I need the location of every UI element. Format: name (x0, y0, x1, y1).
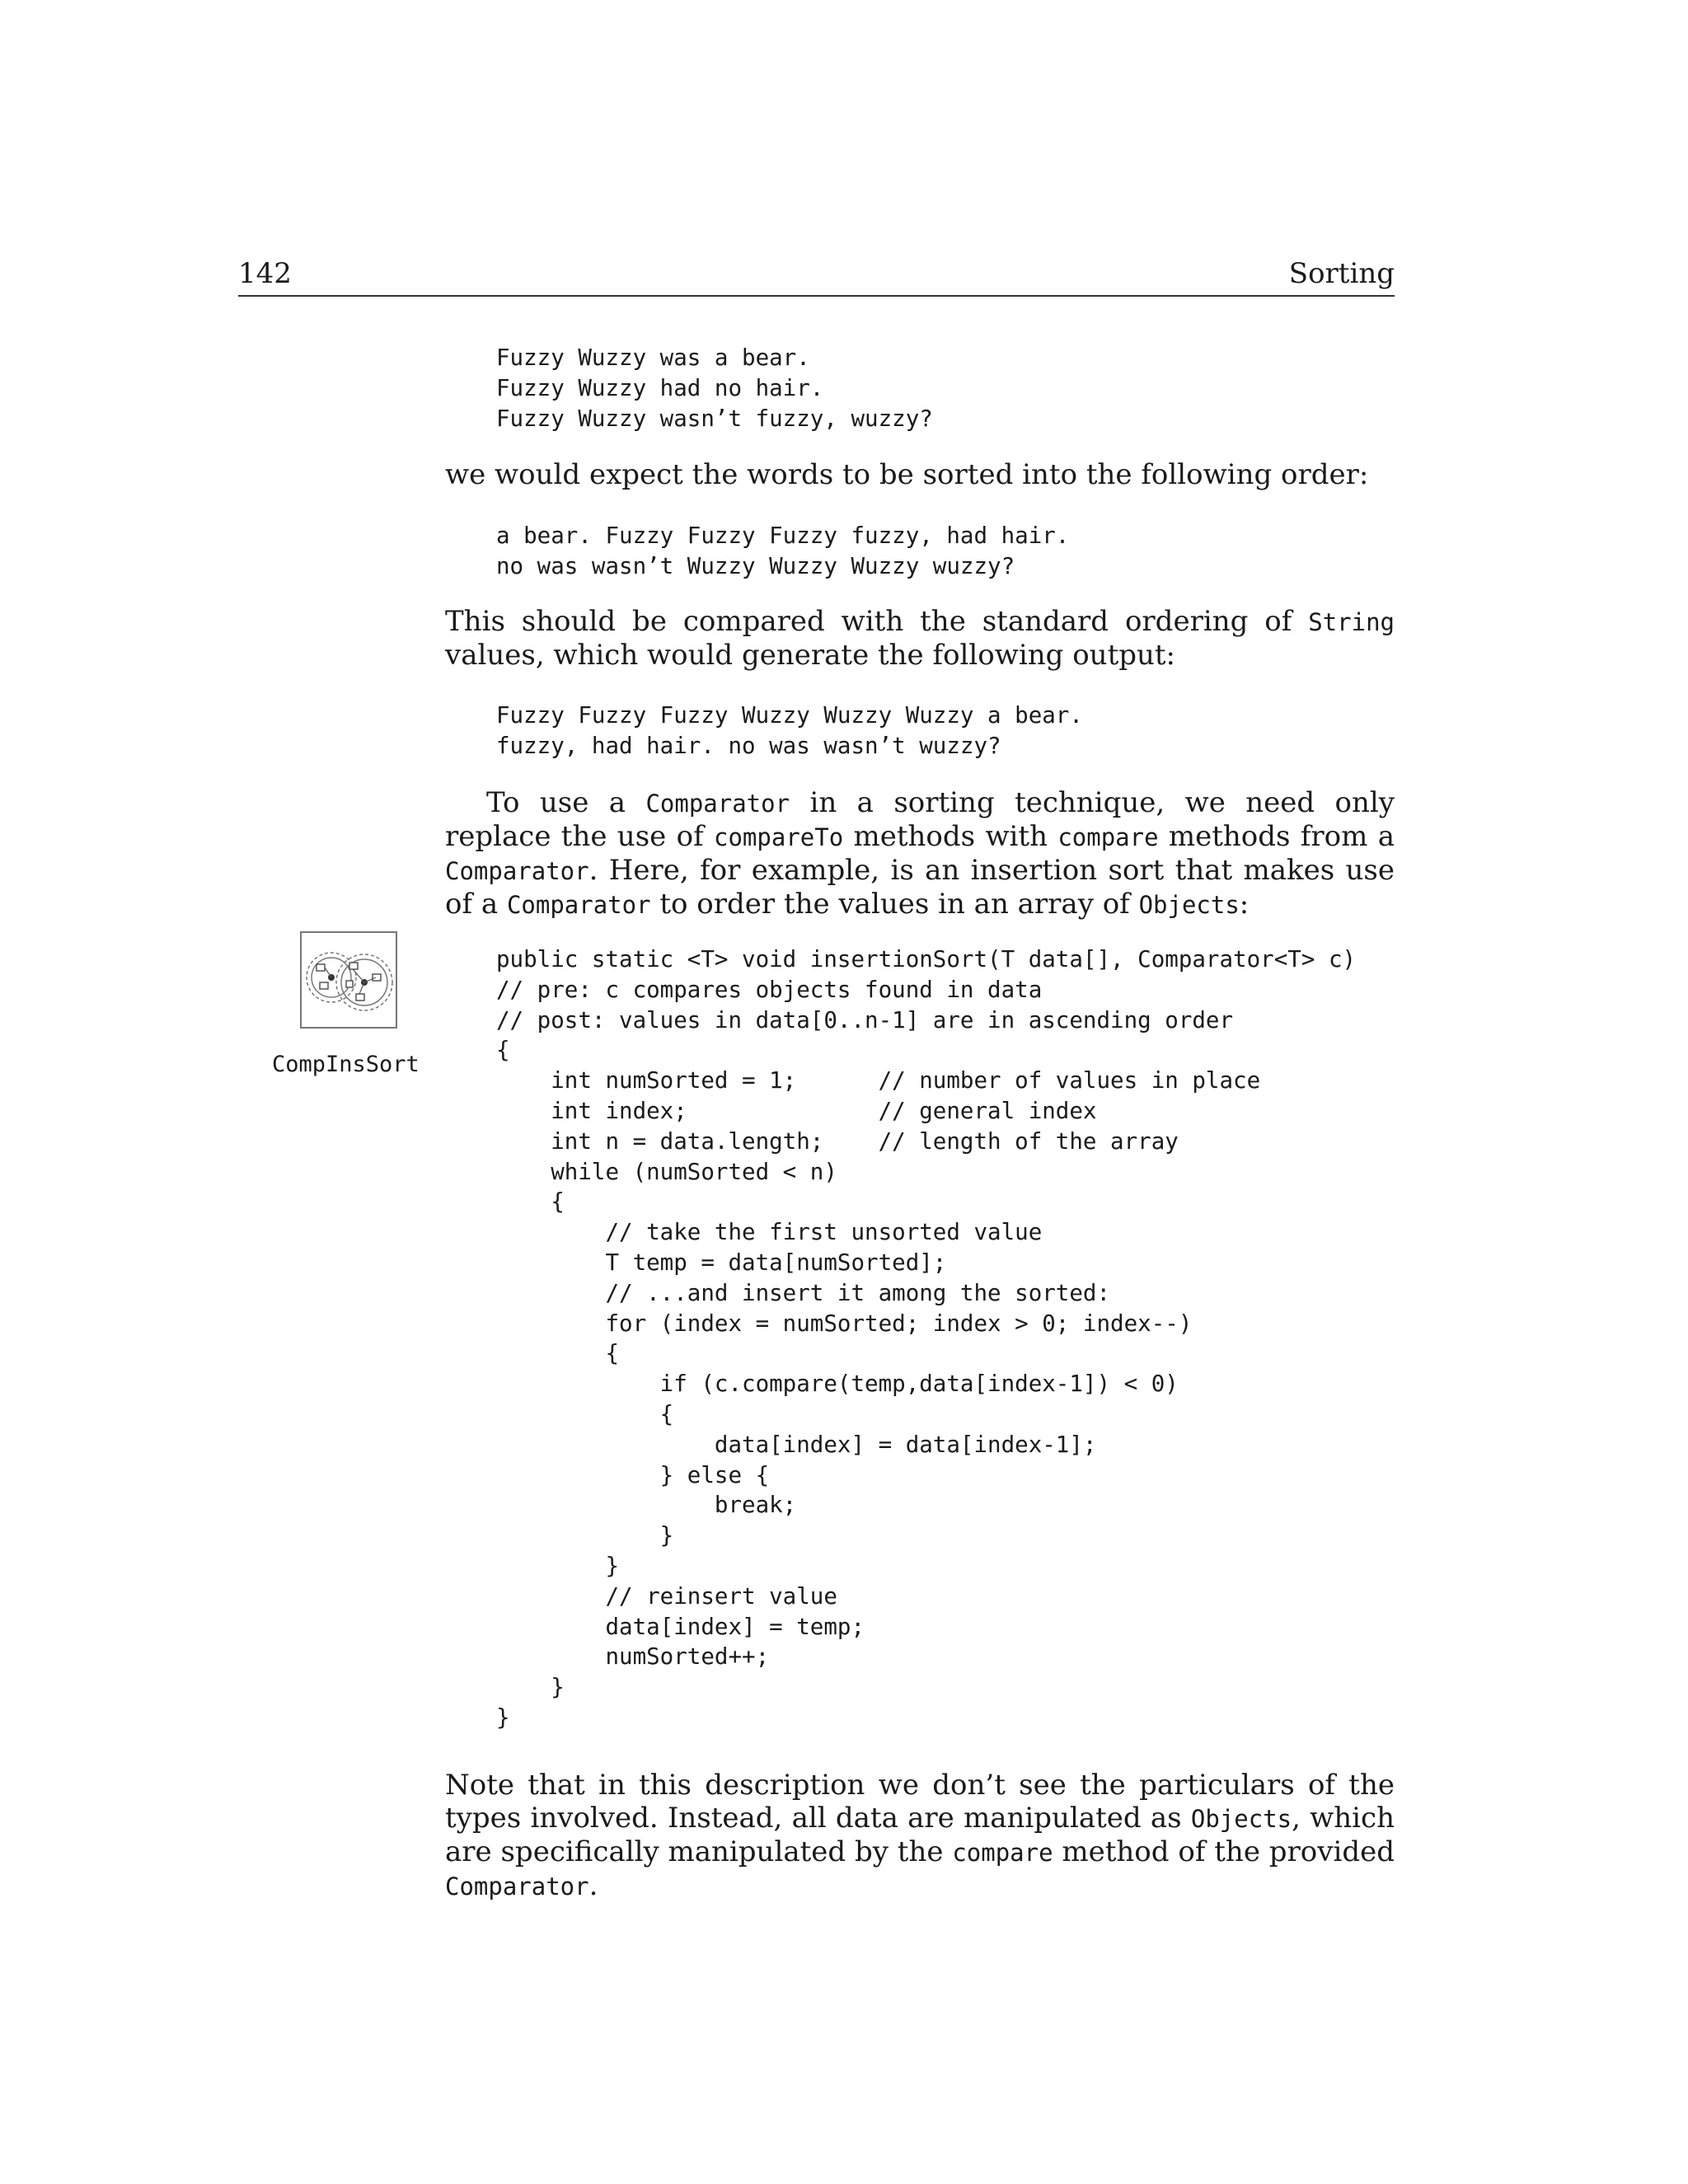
paragraph-text: methods from a (1158, 820, 1395, 853)
code-line: for (index = numSorted; index > 0; index--) (496, 1310, 1193, 1337)
input-example-block (496, 343, 933, 434)
code-line: } (496, 1704, 510, 1731)
paragraph-text: Note that in this description we don’t see the particulars of the types involved. Instead, all data are manipulated as (445, 1769, 1395, 1835)
code-line: } (496, 1522, 674, 1549)
code-line: // post: values in data[0..n-1] are in ascending order (496, 1006, 1234, 1033)
code-line: Fuzzy Wuzzy wasn’t fuzzy, wuzzy? (496, 405, 933, 432)
code-line: T temp = data[numSorted]; (496, 1249, 947, 1276)
inline-code: Objects (1138, 891, 1240, 919)
paragraph-text: , which are specifically manipulated by the (445, 1802, 1395, 1868)
inline-code: compare (952, 1839, 1053, 1867)
code-line: a bear. Fuzzy Fuzzy Fuzzy fuzzy, had hair. (496, 523, 1070, 549)
inline-code: Comparator (445, 1872, 589, 1900)
gears-icon (300, 931, 397, 1029)
code-listing (496, 944, 1356, 1733)
code-line: break; (496, 1492, 797, 1519)
paragraph-text: to order the values in an array of (650, 888, 1139, 921)
paragraph-text: : (1239, 888, 1250, 921)
inline-code: Comparator (506, 891, 651, 919)
code-line: { (496, 1340, 620, 1367)
paragraph-compare (445, 605, 1395, 672)
paragraph-expect (445, 458, 1395, 491)
paragraph-text: we would expect the words to be sorted into the following order: (445, 458, 1369, 491)
code-line: numSorted++; (496, 1643, 770, 1671)
code-line: data[index] = data[index-1]; (496, 1431, 1097, 1458)
code-line: int numSorted = 1; // number of values in place (496, 1067, 1261, 1094)
code-line: Fuzzy Wuzzy was a bear. (496, 344, 810, 371)
code-line: // take the first unsorted value (496, 1219, 1043, 1246)
standard-order-block (496, 701, 1083, 762)
code-line: while (numSorted < n) (496, 1158, 837, 1185)
code-line: } (496, 1674, 565, 1701)
code-line: { (496, 1400, 674, 1427)
inline-code: compare (1057, 823, 1159, 851)
code-line: // pre: c compares objects found in data (496, 976, 1043, 1003)
code-line: { (496, 1037, 510, 1064)
margin-label: CompInsSort (272, 1052, 420, 1077)
inline-code: Objects (1190, 1805, 1292, 1833)
inline-code: String (1308, 608, 1395, 636)
paragraph-note (445, 1769, 1395, 1903)
code-line: } (496, 1552, 620, 1579)
inline-code: compareTo (714, 823, 844, 851)
code-line: public static <T> void insertionSort(T data[], Comparator<T> c) (496, 946, 1357, 972)
code-line: no was wasn’t Wuzzy Wuzzy Wuzzy wuzzy? (496, 552, 1015, 579)
code-line: // reinsert value (496, 1582, 837, 1610)
code-line: { (496, 1188, 565, 1216)
code-line: Fuzzy Fuzzy Fuzzy Wuzzy Wuzzy Wuzzy a bear. (496, 702, 1083, 729)
paragraph-text: in a sorting technique, we need only replace the use of (445, 786, 1395, 853)
page-number: 142 (238, 257, 292, 290)
code-line: int index; // general index (496, 1097, 1097, 1124)
running-header (238, 252, 1395, 297)
paragraph-text: methods with (843, 820, 1058, 853)
paragraph-text: . (588, 1869, 598, 1902)
paragraph-text: values, which would generate the following output: (445, 639, 1176, 672)
code-line: fuzzy, had hair. no was wasn’t wuzzy? (496, 732, 1001, 759)
code-line: int n = data.length; // length of the array (496, 1127, 1179, 1155)
expected-order-block (496, 521, 1069, 582)
paragraph-text: . Here, for example, is an insertion sort that makes use of a (445, 854, 1395, 921)
inline-code: Comparator (445, 857, 589, 885)
code-line: if (c.compare(temp,data[index-1]) < 0) (496, 1371, 1179, 1398)
code-line: // ...and insert it among the sorted: (496, 1279, 1111, 1306)
code-line: Fuzzy Wuzzy had no hair. (496, 374, 824, 401)
paragraph-text: This should be compared with the standard ordering of (445, 605, 1309, 638)
inline-code: Comparator (645, 790, 790, 818)
code-line: } else { (496, 1461, 770, 1488)
paragraph-comparator-use (445, 786, 1395, 921)
code-line: data[index] = temp; (496, 1613, 865, 1640)
section-title: Sorting (1288, 257, 1395, 290)
paragraph-text: To use a (486, 786, 646, 819)
paragraph-text: method of the provided (1053, 1835, 1395, 1868)
